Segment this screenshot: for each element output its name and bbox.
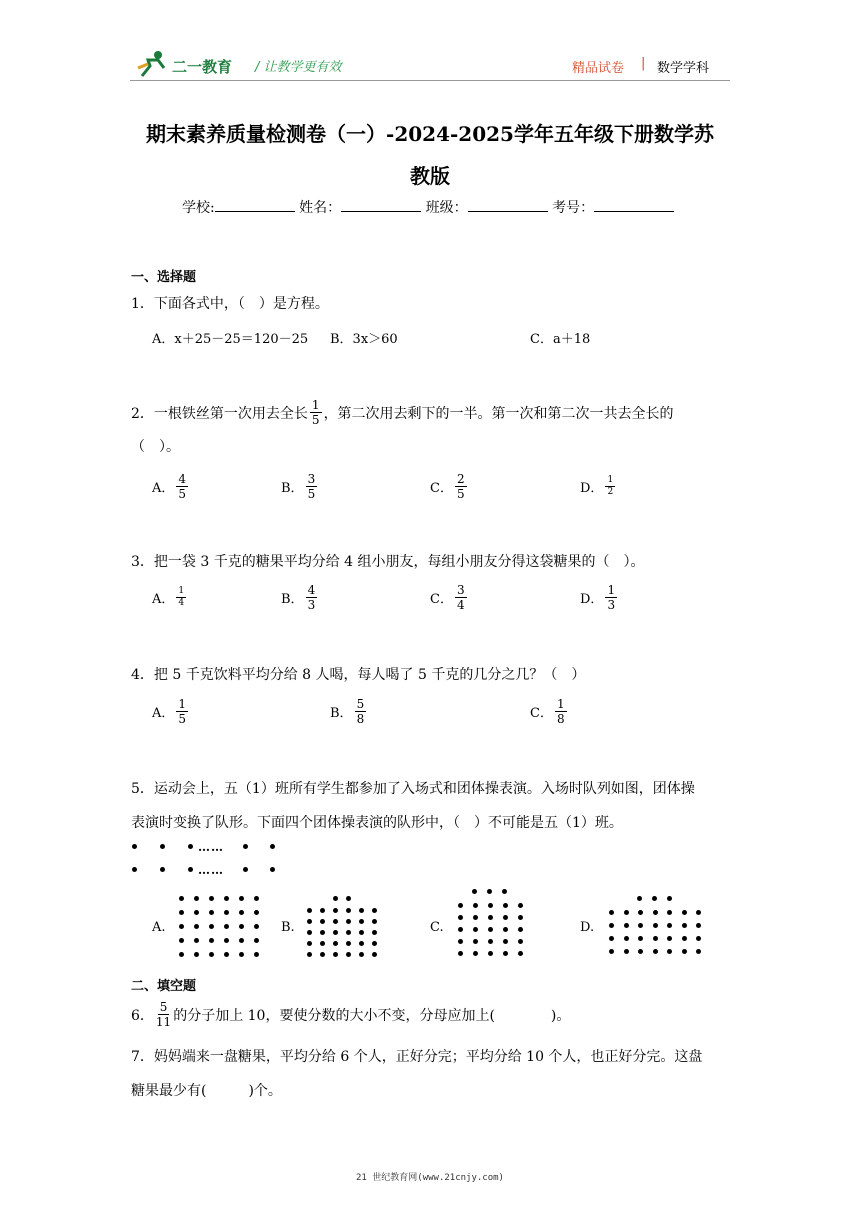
q2-text-line2: （ ）。 [131,439,180,455]
formation-dot [473,903,478,908]
formation-dot [609,949,614,954]
formation-dot [333,919,338,924]
q3-option-c: C． $\frac{3}{4}$ [430,583,465,612]
formation-dot [333,896,338,901]
q5-option-c: C. [430,920,444,935]
formation-dot [696,910,701,915]
formation-dot [458,927,463,932]
formation-dot [346,952,351,957]
class-field[interactable] [468,197,548,212]
page-title-line1: 期末素养质量检测卷（一）-2024-2025学年五年级下册数学苏 [146,122,714,146]
formation-dot [488,927,493,932]
formation-dot [667,936,672,941]
formation-dot [518,951,523,956]
q3-option-d: D． $\frac{1}{3}$ [580,583,616,612]
formation-dot [487,889,492,894]
formation-dot [609,936,614,941]
formation-dot [518,903,523,908]
formation-dot [372,952,377,957]
student-info [182,197,674,217]
formation-dot [696,949,701,954]
header-label-premium: 精品试卷 [572,61,625,76]
formation-dot [458,951,463,956]
formation-dot [682,923,687,928]
formation-dot [472,889,477,894]
header-divider [130,80,730,81]
formation-ellipsis: …… [198,840,224,854]
formation-dot [682,910,687,915]
formation-dot [194,910,199,915]
formation-dot [609,910,614,915]
formation-dot [518,939,523,944]
formation-dot [473,951,478,956]
formation-dot [333,930,338,935]
formation-dot [194,952,199,957]
q5-option-a: A. [152,920,166,935]
q7-text-line2: 糖果最少有( )个。 [131,1083,282,1099]
formation-dot [609,923,614,928]
q7-text-line1: 7．妈妈端来一盘糖果，平均分给 6 个人，正好分完；平均分给 10 个人，也正好分完。这盘 [131,1049,703,1065]
header-separator: | [641,56,646,71]
formation-dot [239,910,244,915]
formation-dot [307,908,312,913]
formation-dot [209,896,214,901]
formation-dot [667,923,672,928]
q6-frac-num: 5 [159,1000,168,1014]
formation-dot [346,896,351,901]
q1-option-c: C．a＋18 [530,332,591,347]
formation-dot [239,952,244,957]
formation-dot [254,938,259,943]
formation-dot [638,936,643,941]
section-fill-heading: 二、填空题 [131,979,197,994]
formation-dot [638,949,643,954]
formation-dot [624,910,629,915]
name-field[interactable] [341,197,421,212]
q2-option-a: A． $\frac{4}{5}$ [152,472,187,501]
formation-dot [179,910,184,915]
q2-fraction [310,398,322,427]
formation-dot [239,938,244,943]
formation-dot [518,927,523,932]
formation-dot [624,923,629,928]
formation-dot [638,910,643,915]
q2-option-d: D． $\frac{1}{2}$ [580,475,614,497]
formation-ellipsis: …… [198,863,224,877]
q4-option-a: A． $\frac{1}{5}$ [152,697,187,726]
formation-dot [458,903,463,908]
formation-dot [132,867,137,872]
formation-dot [359,919,364,924]
school-field[interactable] [215,197,295,212]
q5-text-line1: 5．运动会上，五（1）班所有学生都参加了入场式和团体操表演。入场时队列如图，团体操 [131,781,695,797]
q6-text [131,1000,570,1029]
q6-text-body: 的分子加上 10，要使分数的大小不变，分母应加上( )。 [173,1007,571,1024]
formation-dot [160,844,165,849]
q1-option-a: A．x＋25－25＝120－25 [152,332,309,347]
q2-text-before: 2．一根铁丝第一次用去全长 [131,405,308,422]
q2-frac-num: 1 [311,398,320,412]
formation-dot [372,930,377,935]
formation-dot [333,908,338,913]
formation-dot [652,896,657,901]
q3-option-b: B． $\frac{4}{3}$ [281,583,316,612]
formation-dot [359,908,364,913]
q2-text [131,398,674,427]
formation-dot [254,910,259,915]
formation-dot [682,936,687,941]
formation-dot [473,939,478,944]
formation-dot [503,903,508,908]
q5-option-d: D. [580,920,595,935]
logo-text: 二一教育 [172,58,233,76]
formation-dot [179,938,184,943]
formation-dot [696,923,701,928]
formation-dot [224,938,229,943]
formation-dot [307,930,312,935]
name-label: 姓名： [299,200,342,216]
formation-dot [194,924,199,929]
formation-dot [503,915,508,920]
formation-dot [209,952,214,957]
formation-dot [346,930,351,935]
formation-dot [307,919,312,924]
formation-dot [488,915,493,920]
q6-fraction [156,1000,171,1029]
formation-dot [307,952,312,957]
formation-dot [503,951,508,956]
formation-dot [270,844,275,849]
formation-dot [320,908,325,913]
formation-dot [320,952,325,957]
q1-text: 1．下面各式中，（ ）是方程。 [131,296,329,312]
q2-text-after: ，第二次用去剩下的一半。第一次和第二次一共去全长的 [323,405,674,422]
formation-dot [188,844,193,849]
formation-dot [160,867,165,872]
formation-dot [372,941,377,946]
formation-dot [179,896,184,901]
formation-dot [209,938,214,943]
formation-dot [359,941,364,946]
formation-dot [132,844,137,849]
formation-dot [653,910,658,915]
formation-dot [667,949,672,954]
formation-dot [224,924,229,929]
formation-dot [518,915,523,920]
formation-dot [209,924,214,929]
formation-dot [458,939,463,944]
formation-dot [488,951,493,956]
page-title-line2: 教版 [410,164,450,188]
formation-dot [243,844,248,849]
q2-option-b: B． $\frac{3}{5}$ [281,472,316,501]
q2-option-c: C． $\frac{2}{5}$ [430,472,465,501]
q6-frac-den: 11 [155,1015,172,1029]
logo-runner-icon [136,50,170,78]
formation-dot [346,919,351,924]
formation-dot [320,941,325,946]
formation-dot [653,923,658,928]
q5-option-b: B. [281,920,295,935]
q3-text: 3．把一袋 3 千克的糖果平均分给 4 组小朋友，每组小朋友分得这袋糖果的（ ）。 [131,554,645,570]
q5-text-line2: 表演时变换了队形。下面四个团体操表演的队形中，（ ）不可能是五（1）班。 [131,815,623,831]
q4-option-c: C． $\frac{1}{8}$ [530,697,565,726]
q4-text: 4．把 5 千克饮料平均分给 8 人喝，每人喝了 5 千克的几分之几？（ ） [131,667,586,683]
formation-dot [682,949,687,954]
formation-dot [638,923,643,928]
formation-dot [254,952,259,957]
formation-dot [359,930,364,935]
formation-dot [346,908,351,913]
formation-dot [243,867,248,872]
formation-dot [502,889,507,894]
formation-dot [239,924,244,929]
formation-dot [239,896,244,901]
q4-option-b: B． $\frac{5}{8}$ [330,697,365,726]
formation-dot [624,936,629,941]
formation-dot [653,949,658,954]
formation-dot [667,896,672,901]
formation-dot [188,867,193,872]
formation-dot [488,903,493,908]
formation-dot [270,867,275,872]
header-label-subject: 数学学科 [657,61,710,76]
q2-frac-den: 5 [311,413,320,427]
formation-dot [696,936,701,941]
formation-dot [488,939,493,944]
formation-dot [503,939,508,944]
q3-option-a: A． $\frac{1}{4}$ [152,586,185,608]
formation-dot [372,908,377,913]
section-choice-heading: 一、选择题 [131,270,197,285]
formation-dot [224,896,229,901]
q6-prefix: 6． [131,1007,154,1024]
formation-dot [458,915,463,920]
formation-dot [179,952,184,957]
formation-dot [307,941,312,946]
formation-dot [224,952,229,957]
class-label: 班级： [425,200,468,216]
formation-dot [473,915,478,920]
slogan: / 让教学更有效 [255,60,342,75]
formation-dot [372,919,377,924]
formation-dot [653,936,658,941]
formation-dot [333,952,338,957]
formation-dot [179,924,184,929]
number-label: 考号： [552,200,595,216]
formation-dot [320,930,325,935]
number-field[interactable] [594,197,674,212]
formation-dot [254,896,259,901]
formation-dot [473,927,478,932]
formation-dot [359,952,364,957]
formation-dot [320,919,325,924]
formation-dot [346,941,351,946]
formation-dot [194,896,199,901]
formation-dot [624,949,629,954]
formation-dot [637,896,642,901]
formation-dot [194,938,199,943]
q1-option-b: B．3x＞60 [330,332,398,347]
school-label: 学校: [182,200,215,216]
formation-dot [503,927,508,932]
formation-dot [254,924,259,929]
formation-dot [224,910,229,915]
formation-dot [333,941,338,946]
formation-dot [667,910,672,915]
formation-dot [209,910,214,915]
page-footer: 21 世纪教育网(www.21cnjy.com) [356,1173,504,1183]
